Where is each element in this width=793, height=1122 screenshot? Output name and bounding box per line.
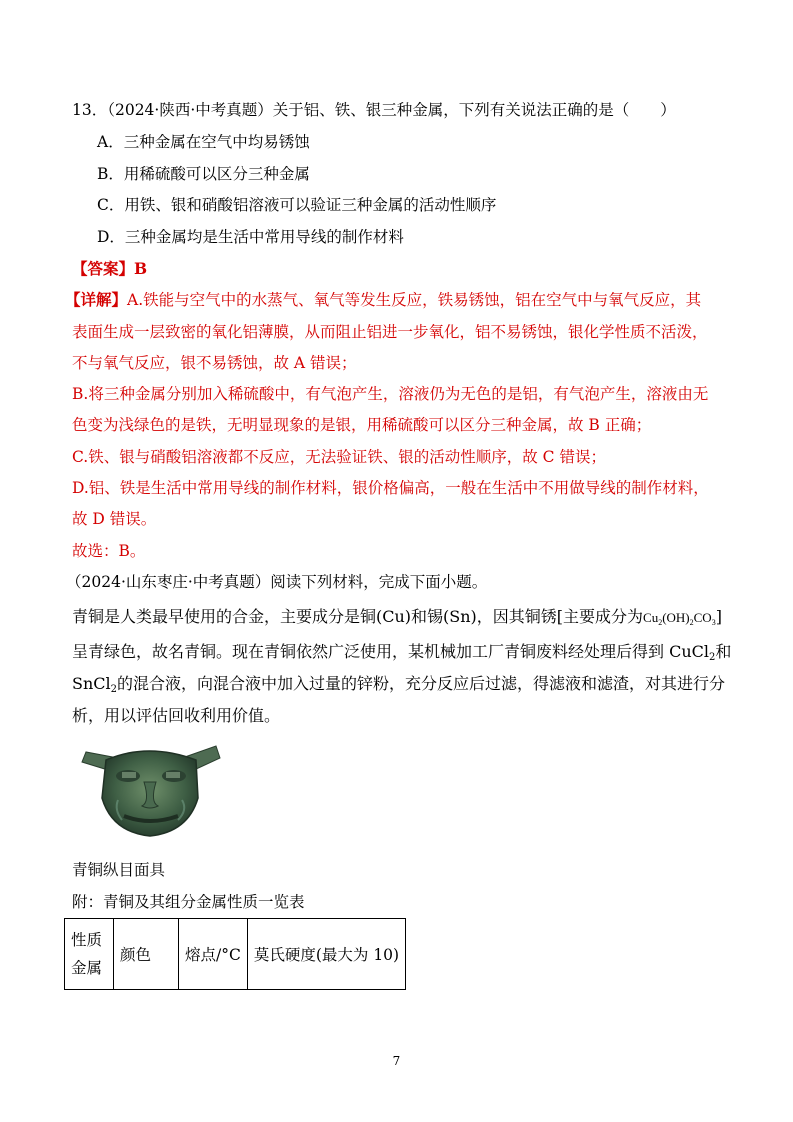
- option-d: D．三种金属均是生活中常用导线的制作材料: [97, 228, 404, 246]
- table-corner-cell: 性质 金属: [65, 919, 114, 990]
- table-intro: 附：青铜及其组分金属性质一览表: [72, 893, 305, 911]
- answer-value: B: [134, 259, 148, 278]
- detail-line-5: 色变为浅绿色的是铁，无明显现象的是银，用稀硫酸可以区分三种金属，故 B 正确；: [72, 416, 652, 434]
- answer-tag: 【答案】: [72, 259, 135, 278]
- rust-formula: $Cu_2(OH)_2CO_3$: [643, 610, 716, 627]
- header-color: 颜色: [114, 919, 179, 990]
- question-13-stem: 13．（2024·陕西·中考真题）关于铝、铁、银三种金属，下列有关说法正确的是（ ）: [72, 101, 676, 119]
- passage-line-1: 青铜是人类最早使用的合金，主要成分是铜(Cu)和锡(Sn)，因其铜锈[主要成分为$Cu_2(OH)_2CO_3$]: [72, 607, 722, 627]
- detail-line-6: C.铁、银与硝酸铝溶液都不反应，无法验证铁、银的活动性顺序，故 C 错误；: [72, 448, 606, 466]
- passage-line-2: 呈青绿色，故名青铜。现在青铜依然广泛使用，某机械加工厂青铜废料经处理后得到 CuCl$_2$和: [72, 642, 732, 663]
- header-melting-point: 熔点/°C: [179, 919, 248, 990]
- header-hardness: 莫氏硬度(最大为 10): [247, 919, 405, 990]
- option-a: A．三种金属在空气中均易锈蚀: [97, 133, 310, 151]
- option-b: B．用稀硫酸可以区分三种金属: [97, 165, 310, 183]
- page-number: 7: [392, 1054, 401, 1068]
- detail-line-7: D.铝、铁是生活中常用导线的制作材料，银价格偏高，一般在生活中不用做导线的制作材料，: [72, 479, 709, 497]
- passage-source: （2024·山东枣庄·中考真题）阅读下列材料，完成下面小题。: [66, 573, 488, 591]
- passage-line-4: 析，用以评估回收利用价值。: [72, 706, 281, 725]
- detail-line-1: [65, 289, 701, 311]
- detail-line-3: 不与氧气反应，银不易锈蚀，故 A 错误；: [72, 354, 357, 372]
- detail-line-2: 表面生成一层致密的氧化铝薄膜，从而阻止铝进一步氧化，铝不易锈蚀，银化学性质不活泼，: [72, 323, 708, 341]
- table-header-row: [65, 919, 406, 990]
- detail-text: A.铁能与空气中的水蒸气、氧气等发生反应，铁易锈蚀，铝在空气中与氧气反应，其: [127, 291, 702, 309]
- property-table: [64, 918, 406, 990]
- image-caption: 青铜纵目面具: [72, 861, 166, 879]
- detail-tag: 【详解】: [65, 290, 128, 309]
- bronze-mask-image: [78, 740, 224, 840]
- conclusion-line: 故选：B。: [72, 542, 146, 560]
- passage-text: 青铜是人类最早使用的合金，主要成分是铜(Cu)和锡(Sn)，因其铜锈[主要成分为: [72, 607, 644, 626]
- detail-line-4: B.将三种金属分别加入稀硫酸中，有气泡产生，溶液仍为无色的是铝，有气泡产生，溶液由无: [72, 385, 709, 403]
- option-c: C．用铁、银和硝酸铝溶液可以验证三种金属的活动性顺序: [97, 196, 497, 214]
- answer-line: [72, 258, 147, 280]
- detail-line-8: 故 D 错误。: [72, 510, 157, 528]
- passage-line-3: SnCl$_2$的混合液，向混合液中加入过量的锌粉，充分反应后过滤，得滤液和滤渣，对其进行分: [72, 674, 726, 695]
